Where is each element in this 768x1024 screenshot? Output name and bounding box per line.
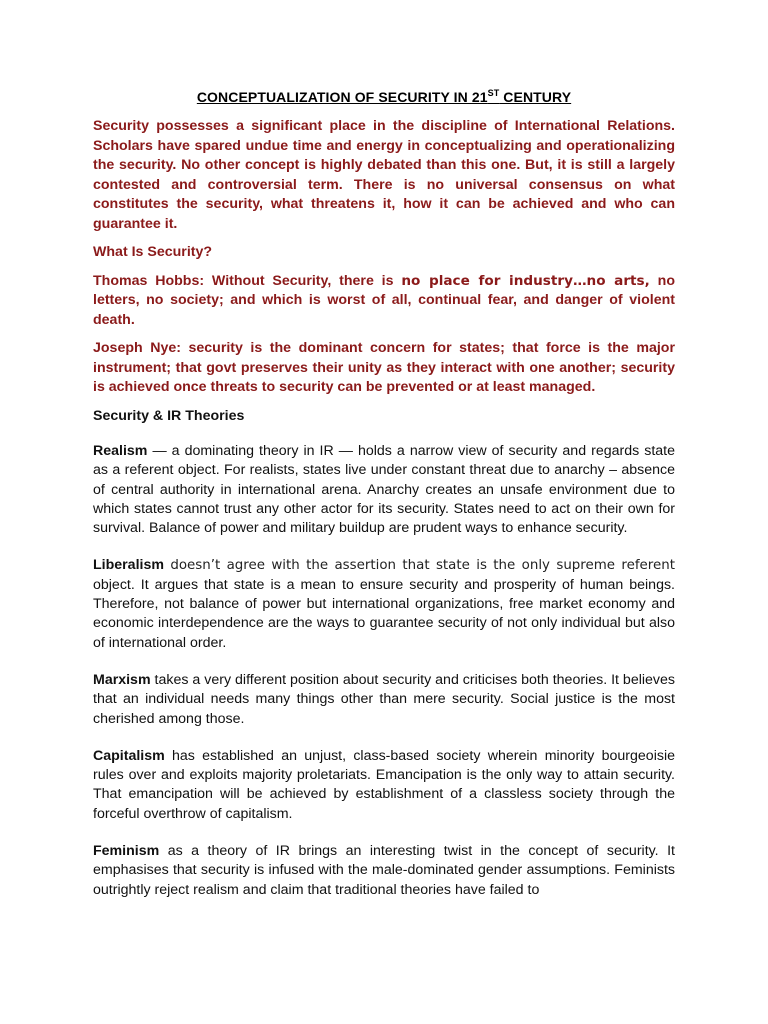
nye-quote: Joseph Nye: security is the dominant concern for states; that force is the major instrument; that govt preserves their unity as they interact with one another; security is achieved once threats to security can be prevented or at least managed. bbox=[93, 340, 675, 395]
hobbs-quote bbox=[93, 272, 675, 331]
paragraph-text: doesn’t agree with the assertion that state is the only supreme referent bbox=[163, 558, 675, 574]
section-heading: Security & IR Theories bbox=[93, 407, 245, 424]
paragraph-text: — a dominating theory in IR — holds a narrow view of security and regards state as a referent object. For realists, states live under constant threat due to anarchy – absence of central authority in international arena. Anarchy creates an unsafe environment due to which states cannot trust any other actor for its security. States need to act on their own for survival. Balance of power and military buildup are prudent ways to enhance security. bbox=[93, 443, 675, 537]
term-label: Feminism bbox=[93, 843, 160, 860]
paragraph-text: object. It argues that state is a mean to ensure security and prosperity of human beings. Therefore, not balance of power but international organizations, free market economy and economic interdependence are the ways to guarantee security of not only individual but also of international order. bbox=[93, 576, 675, 651]
capitalism-paragraph bbox=[93, 747, 675, 824]
intro-paragraph: Security possesses a significant place in the discipline of International Relations. Scholars have spared undue time and energy in conceptualizing and operationalizing the security. No other concept is highly debated than this one. But, it is still a largely contested and controversial term. There is no universal consensus on what constitutes the security, what threatens it, how it can be achieved and who can guarantee it. bbox=[93, 118, 675, 232]
title-text: CONCEPTUALIZATION OF SECURITY IN 21 bbox=[196, 89, 488, 105]
hobbs-quote-part: no place for industry…no arts, bbox=[401, 272, 650, 289]
hobbs-quote-part: no letters, no society; and which is worst of all, continual fear, and danger of violent death. bbox=[93, 272, 675, 328]
marxism-paragraph bbox=[93, 671, 675, 729]
document-body bbox=[93, 86, 675, 918]
term-label: Liberalism bbox=[93, 557, 164, 574]
liberalism-paragraph bbox=[93, 556, 675, 652]
term-label: Marxism bbox=[93, 671, 151, 688]
paragraph-text: as a theory of IR brings an interesting twist in the concept of security. It emphasises that security is infused with the male-dominated gender assumptions. Feminists outrightly reject realism and claim that traditional theories have failed to bbox=[93, 843, 675, 898]
question-heading: What Is Security? bbox=[93, 244, 213, 260]
hobbs-quote-part: Thomas Hobbs: Without Security, there is bbox=[93, 272, 402, 289]
paragraph-text: has established an unjust, class-based society wherein minority bourgeoisie rules over and exploits majority proletariats. Emancipation is the only way to attain security. That emancipation will be achieved by establishment of a classless society through the forceful overthrow of capitalism. bbox=[93, 747, 675, 822]
term-label: Capitalism bbox=[93, 747, 165, 764]
title-text-end: CENTURY bbox=[499, 89, 572, 105]
title-superscript: ST bbox=[487, 88, 500, 98]
paragraph-text: takes a very different position about security and criticises both theories. It believes that an individual needs many things other than mere security. Social justice is the most cherished among those. bbox=[93, 671, 675, 727]
realism-paragraph bbox=[93, 442, 675, 538]
page-title bbox=[93, 86, 675, 108]
feminism-paragraph bbox=[93, 842, 675, 900]
term-label: Realism bbox=[93, 443, 148, 459]
